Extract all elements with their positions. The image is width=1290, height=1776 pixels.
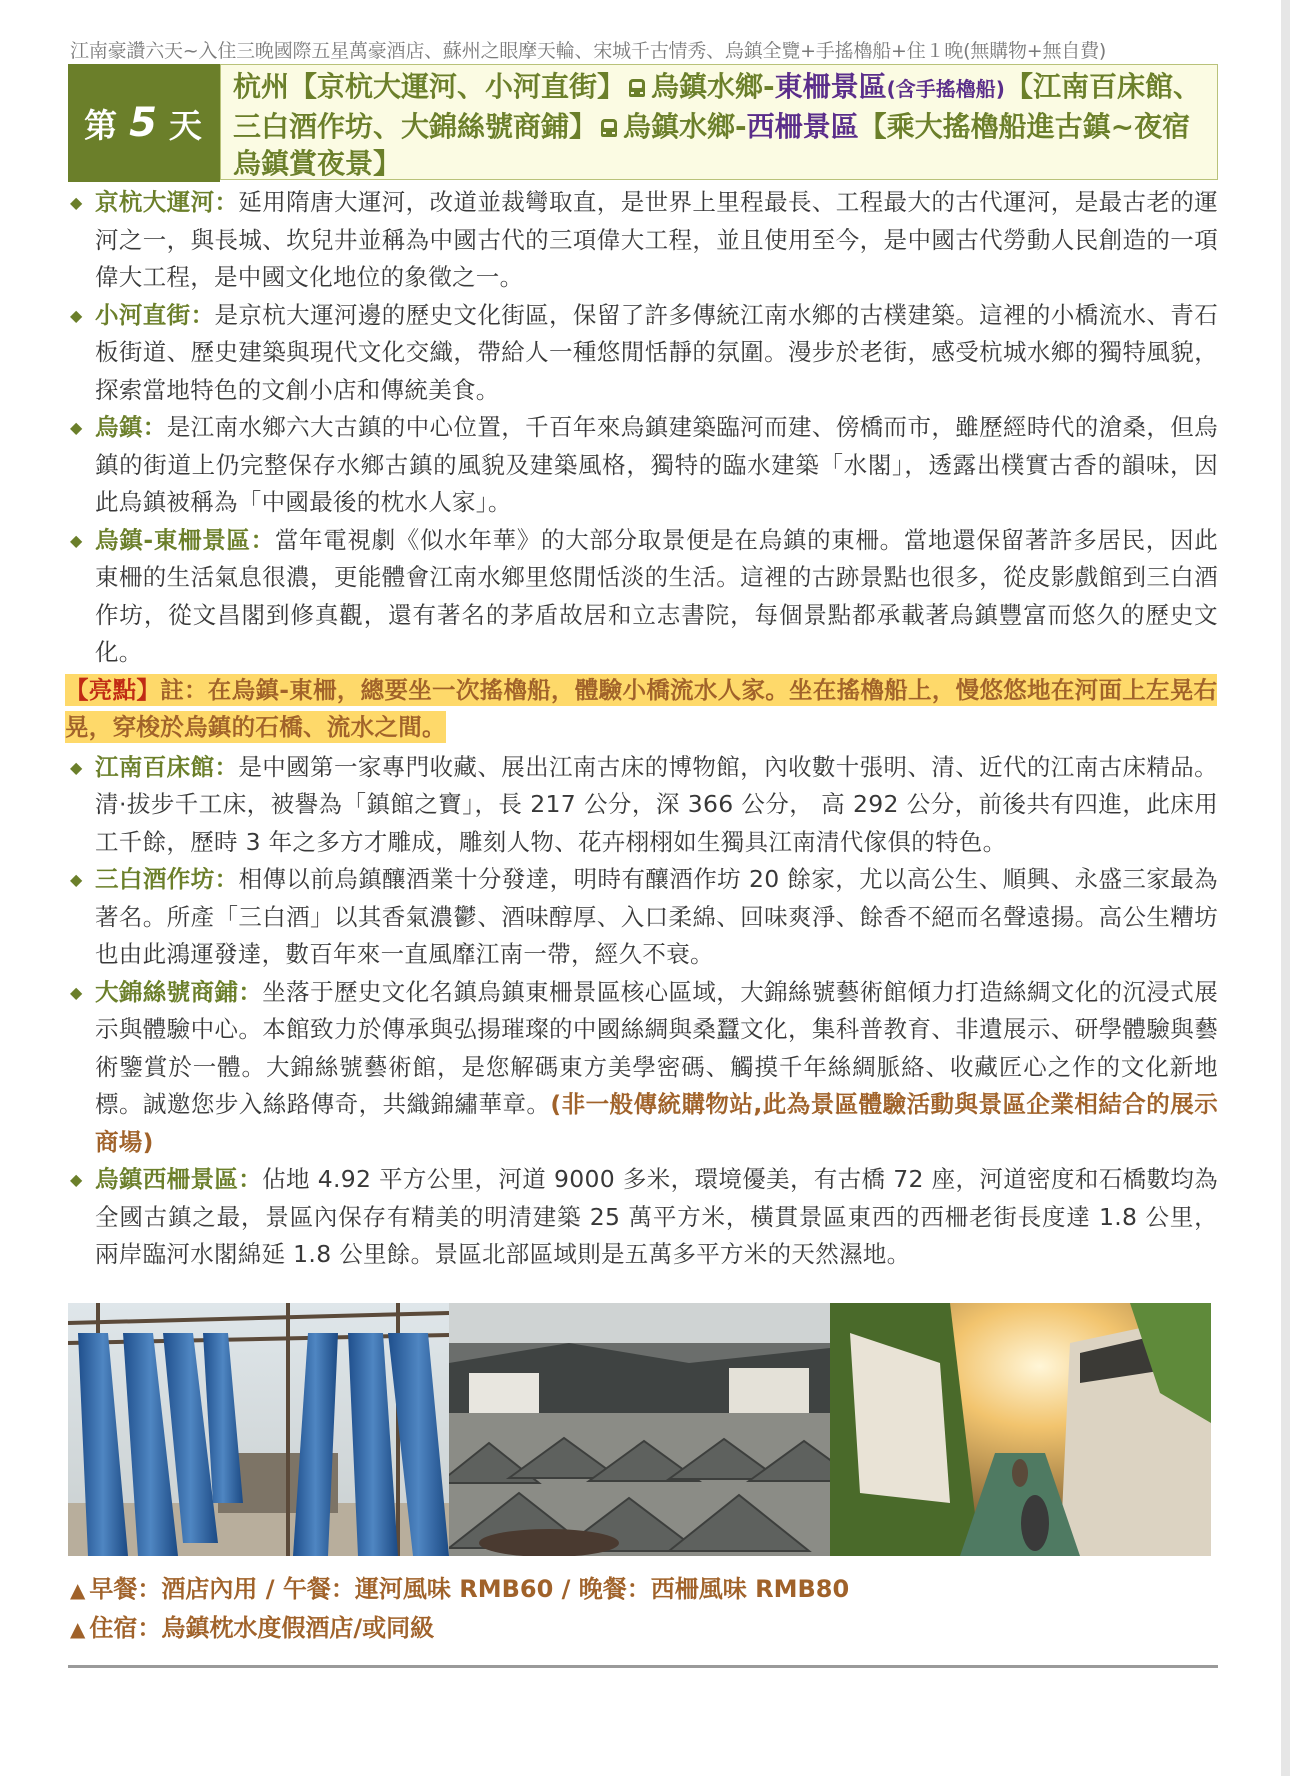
attraction-item [68, 974, 1218, 1162]
attraction-label: 三白酒作坊： [95, 865, 239, 893]
attraction-item [68, 297, 1218, 410]
lodging-text: 住宿：烏鎮枕水度假酒店/或同級 [89, 1614, 435, 1642]
attraction-item [68, 184, 1218, 297]
attraction-label: 江南百床館： [95, 752, 239, 781]
diamond-bullet-icon: ◆ [70, 305, 83, 325]
attraction-text: 坐落于歷史文化名鎮烏鎮東柵景區核心區域，大錦絲號藝術館傾力打造絲綢文化的沉浸式展示與體驗中心。本館致力於傳承與弘揚璀璨的中國絲綢與桑蠶文化，集科普教育、非遺展示、研學體驗與藝術鑒賞於一體。大錦絲號藝術館，是您解碼東方美學密碼、觸摸千年絲綢脈絡、收藏匠心之作的文化新地標。誠邀您步入絲路傳奇，共織錦繡華章。 [95, 977, 1219, 1118]
diamond-bullet-icon: ◆ [70, 418, 83, 437]
attraction-text: 是中國第一家專門收藏、展出江南古床的博物館，內收數十張明、清、近代的江南古床精品。清·拔步千工床，被譽為「鎮館之寶」，長 217 公分，深 366 公分， 高 292 公分，前後共有四進，此床用工千餘，歷時 3 年之多方才雕成，雕刻人物、花卉栩栩如生獨具江南清代傢俱的特色。 [95, 752, 1218, 856]
attraction-item [68, 749, 1218, 862]
itinerary-header: 江南豪讚六天~入住三晚國際五星萬豪酒店、蘇州之眼摩天輪、宋城千古情秀、烏鎮全覽+手搖櫓船+住１晚(無購物+無自費) [70, 40, 1107, 62]
title-part-8: 【乘大搖櫓船進古鎮~夜宿烏鎮賞夜景】 [233, 110, 1191, 180]
attraction-item [68, 522, 1218, 672]
attraction-label: 大錦絲號商鋪： [95, 977, 263, 1006]
highlight-note [65, 672, 1218, 747]
title-part-6: 烏鎮水鄉- [623, 110, 747, 143]
meals-text: 早餐：酒店內用 / 午餐：運河風味 RMB60 / 晚餐：西柵風味 RMB80 [89, 1575, 850, 1603]
attraction-text: 佔地 4.92 平方公里，河道 9000 多米，環境優美，有古橋 72 座，河道密度和石橋數均為全國古鎮之最，景區內保存有精美的明清建築 25 萬平方米，橫貫景區東西的西柵老街長度達 1.8 公里，兩岸臨河水閣綿延 1.8 公里餘。景區北部區域則是五萬多平方米的天然濕地。 [95, 1165, 1218, 1268]
attraction-text: 當年電視劇《似水年華》的大部分取景便是在烏鎮的東柵。當地還保留著許多居民，因此東柵的生活氣息很濃，更能體會江南水鄉里悠閒恬淡的生活。這裡的古跡景點也很多，從皮影戲館到三白酒作坊，從文昌閣到修真觀，還有著名的茅盾故居和立志書院，每個景點都承載著烏鎮豐富而悠久的歷史文化。 [95, 525, 1218, 666]
bus-icon [601, 119, 617, 137]
triangle-bullet-icon: ▲ [70, 1617, 86, 1641]
attraction-item [68, 409, 1218, 522]
title-part-5: 【江南百床館、三白酒作坊、大錦絲號商鋪】 [233, 70, 1201, 143]
attraction-label: 烏鎮西柵景區： [95, 1165, 263, 1193]
title-part-1: 杭州【京杭大運河、小河直街】 [233, 70, 626, 103]
diamond-bullet-icon: ◆ [70, 757, 83, 777]
title-part-7: 西柵景區 [746, 110, 859, 143]
meals-line [70, 1570, 849, 1609]
day-suffix: 天 [168, 105, 204, 145]
title-part-4: (含手搖櫓船) [886, 77, 1005, 101]
photo-canal-sunset [830, 1303, 1211, 1556]
attraction-label: 小河直街： [95, 300, 215, 329]
day-number: 5 [129, 100, 159, 146]
bus-icon [629, 79, 645, 97]
attraction-list [65, 184, 1219, 1274]
highlight-tag: 【亮點】 [65, 675, 161, 704]
diamond-bullet-icon: ◆ [70, 193, 83, 212]
page-edge [1281, 0, 1290, 1776]
attraction-note: (非一般傳統購物站,此為景區體驗活動與景區企業相結合的展示商場) [95, 1090, 1218, 1156]
attraction-text: 相傳以前烏鎮釀酒業十分發達，明時有釀酒作坊 20 餘家，尤以高公生、順興、永盛三家最為著名。所產「三白酒」以其香氣濃鬱、酒味醇厚、入口柔綿、回味爽淨、餘香不絕而名聲遠揚。高公生糟坊也由此鴻運發達，數百年來一直風靡江南一帶，經久不衰。 [95, 865, 1218, 968]
attraction-text: 是江南水鄉六大古鎮的中心位置，千百年來烏鎮建築臨河而建、傍橋而市，雖歷經時代的滄桑，但烏鎮的街道上仍完整保存水鄉古鎮的風貌及建築風格，獨特的臨水建築「水閣」，透露出樸實古香的韻味，因此烏鎮被稱為「中國最後的枕水人家」。 [95, 413, 1218, 516]
photo-indigo-fabric [68, 1303, 449, 1556]
diamond-bullet-icon: ◆ [70, 1170, 83, 1189]
photo-strip [68, 1303, 1211, 1556]
attraction-label: 烏鎮： [95, 413, 167, 441]
attraction-text: 是京杭大運河邊的歷史文化街區，保留了許多傳統江南水鄉的古樸建築。這裡的小橋流水、青石板街道、歷史建築與現代文化交織，帶給人一種悠閒恬靜的氛圍。漫步於老街，感受杭城水鄉的獨特風貌，探索當地特色的文創小店和傳統美食。 [95, 300, 1218, 404]
day-prefix: 第 [84, 105, 120, 145]
title-part-3: 東柵景區 [774, 70, 887, 103]
meals-info [70, 1570, 849, 1648]
attraction-text: 延用隋唐大運河，改道並裁彎取直，是世界上里程最長、工程最大的古代運河，是最古老的運河之一，與長城、坎兒井並稱為中國古代的三項偉大工程，並且使用至今，是中國古代勞動人民創造的一項偉大工程，是中國文化地位的象徵之一。 [95, 188, 1218, 291]
diamond-bullet-icon: ◆ [70, 982, 83, 1002]
attraction-label: 京杭大運河： [95, 188, 239, 216]
day-badge [68, 64, 220, 182]
lodging-line [70, 1609, 849, 1648]
attraction-item [68, 861, 1218, 974]
triangle-bullet-icon: ▲ [70, 1578, 86, 1602]
diamond-bullet-icon: ◆ [70, 530, 83, 550]
attraction-item [68, 1161, 1218, 1274]
diamond-bullet-icon: ◆ [70, 870, 83, 889]
title-part-2: 烏鎮水鄉- [651, 70, 775, 103]
bottom-divider [68, 1665, 1218, 1668]
highlight-text: 註：在烏鎮-東柵，總要坐一次搖櫓船，體驗小橋流水人家。坐在搖櫓船上，慢悠悠地在河面上左晃右晃，穿梭於烏鎮的石橋、流水之間。 [65, 675, 1218, 741]
photo-wine-jars [449, 1303, 830, 1556]
attraction-label: 烏鎮-東柵景區： [95, 525, 275, 554]
day-title [220, 64, 1218, 180]
